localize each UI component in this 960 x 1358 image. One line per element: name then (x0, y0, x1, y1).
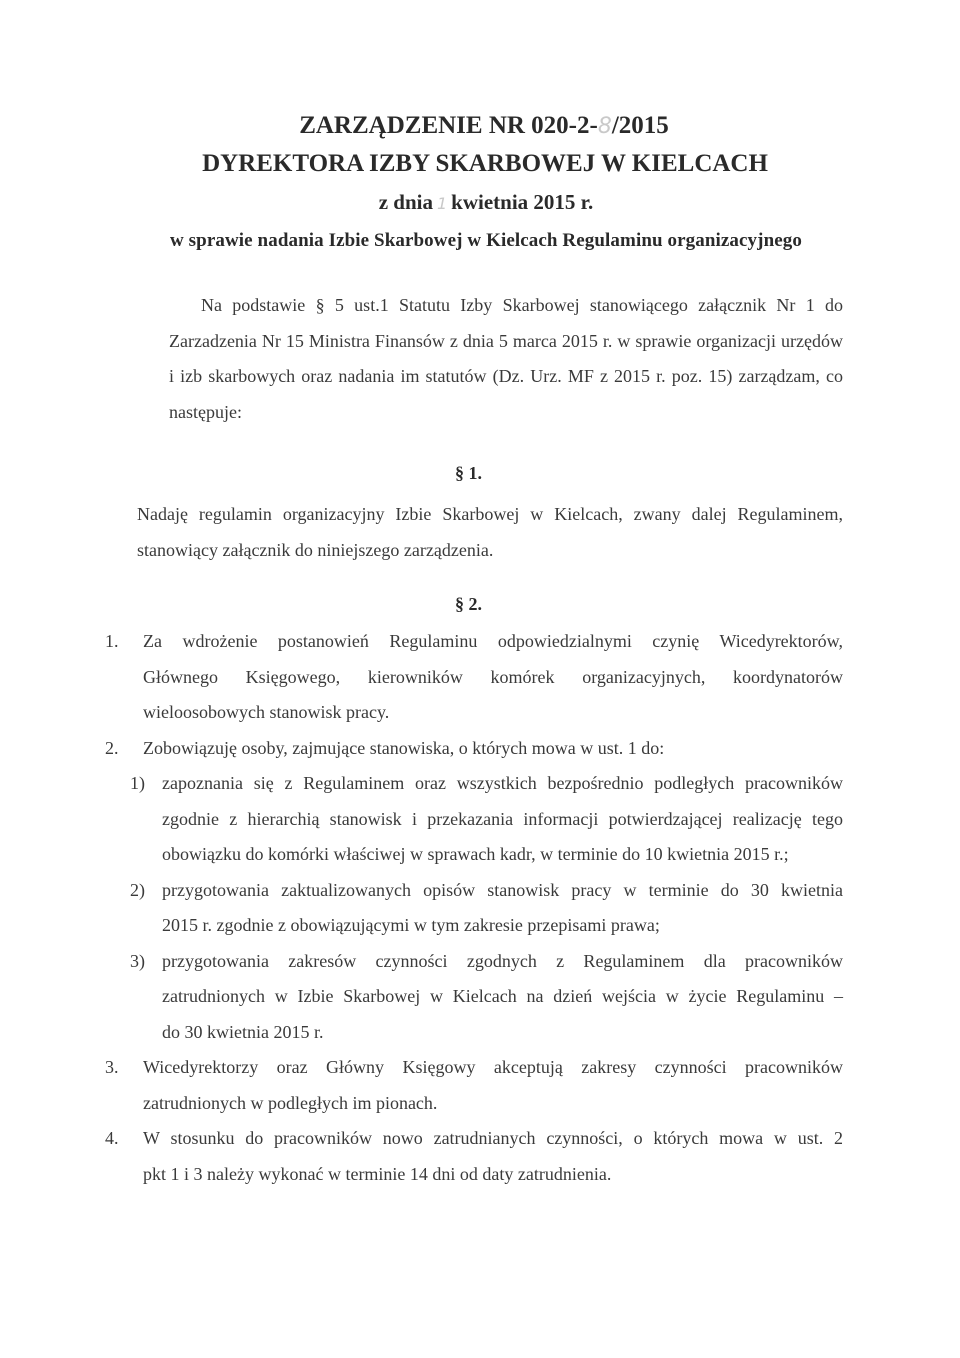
title-suffix: /2015 (611, 112, 669, 139)
sub-list-item (105, 873, 843, 944)
item-line: zatrudnionych w podległych im pionach. (143, 1092, 438, 1113)
title-prefix: ZARZĄDZENIE NR 020-2- (299, 112, 598, 139)
item-line: W stosunku do pracowników nowo zatrudnianych czynności, o których mowa w ust. 2 (143, 1128, 843, 1148)
subitem-line: do 30 kwietnia 2015 r. (162, 1021, 324, 1042)
document-date (12, 190, 960, 215)
item-number: 4. (105, 1128, 119, 1148)
subitem-line: przygotowania zaktualizowanych opisów stanowisk pracy w terminie do 30 kwietnia (162, 879, 843, 900)
section-1-line: Nadaję regulamin organizacyjny Izbie Skarbowej w Kielcach, zwany dalej Regulaminem, (137, 504, 843, 524)
subitem-line: zgodnie z hierarchią stanowisk i przekazania informacji potwierdzającej realizację tego (162, 808, 843, 829)
subitem-number: 1) (130, 773, 145, 793)
subitem-line: zatrudnionych w Izbie Skarbowej w Kielcach na dzień wejścia w życie Regulaminu – (162, 986, 843, 1006)
subitem-line: zapoznania się z Regulaminem oraz wszystkich bezpośrednio podległych pracowników (162, 773, 843, 793)
list-item (105, 1121, 843, 1192)
date-suffix: kwietnia 2015 r. (451, 190, 594, 214)
subitem-line: 2015 r. zgodnie z obowiązującymi w tym zakresie przepisami prawa; (162, 915, 660, 935)
document-issuer: DYREKTORA IZBY SKARBOWEJ W KIELCACH (202, 150, 768, 177)
item-line: Wicedyrektorzy oraz Główny Księgowy akceptują zakresy czynności pracowników (143, 1057, 843, 1077)
item-line: Za wdrożenie postanowień Regulaminu odpowiedzialnymi czynię Wicedyrektorów, (143, 631, 843, 651)
sub-list-item (105, 944, 843, 1051)
list-item (105, 731, 843, 767)
subitem-number: 3) (130, 950, 145, 971)
section-1-mark: § 1. (455, 463, 482, 483)
intro-line: Na podstawie § 5 ust.1 Statutu Izby Skarbowej stanowiącego załącznik Nr 1 do (201, 295, 843, 315)
intro-line: i izb skarbowych oraz nadania im statutów (Dz. Urz. MF z 2015 r. poz. 15) zarządzam, co (169, 366, 843, 386)
document-title (8, 112, 960, 140)
item-number: 2. (105, 737, 119, 758)
list-item (105, 624, 843, 731)
item-number: 1. (105, 631, 119, 651)
section-2-list (105, 624, 843, 1192)
subitem-line: przygotowania zakresów czynności zgodnych z Regulaminem dla pracowników (162, 950, 843, 971)
item-line: Zobowiązuję osoby, zajmujące stanowiska, o których mowa w ust. 1 do: (143, 737, 665, 758)
handwritten-day: 1 (436, 194, 448, 213)
item-number: 3. (105, 1057, 119, 1077)
intro-paragraph (137, 288, 843, 430)
intro-line: Zarzadzenia Nr 15 Ministra Finansów z dnia 5 marca 2015 r. w sprawie organizacji urzędów (169, 330, 843, 351)
item-line: pkt 1 i 3 należy wykonać w terminie 14 dni od daty zatrudnienia. (143, 1163, 612, 1184)
item-line: wieloosobowych stanowisk pracy. (143, 702, 390, 722)
list-item (105, 1050, 843, 1121)
intro-line: następuje: (169, 401, 242, 422)
document-subject: w sprawie nadania Izbie Skarbowej w Kielcach Regulaminu organizacyjnego (170, 230, 802, 251)
subitem-number: 2) (130, 879, 145, 900)
item-line: Głównego Księgowego, kierowników komórek organizacyjnych, koordynatorów (143, 666, 843, 687)
subitem-line: obowiązku do komórki właściwej w sprawach kadr, w terminie do 10 kwietnia 2015 r.; (162, 844, 789, 864)
sub-list-item (105, 766, 843, 873)
handwritten-number: 8 (597, 114, 612, 139)
section-1-line: stanowiący załącznik do niniejszego zarządzenia. (137, 539, 494, 560)
date-prefix: z dnia (378, 190, 433, 214)
section-1-text (137, 497, 843, 568)
section-2-mark: § 2. (455, 594, 482, 614)
